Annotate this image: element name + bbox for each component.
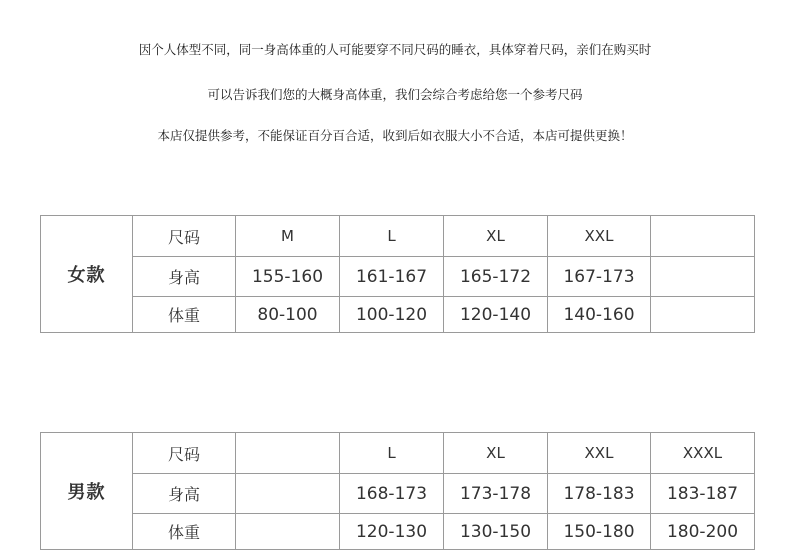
weight-cell: 120-140	[444, 297, 548, 333]
weight-cell: 130-150	[444, 514, 548, 550]
height-row	[41, 257, 755, 297]
height-cell	[651, 257, 755, 297]
weight-row	[41, 297, 755, 333]
category-cell: 女款	[41, 216, 133, 333]
women-size-table	[40, 215, 755, 333]
height-cell: 183-187	[651, 474, 755, 514]
height-cell: 178-183	[548, 474, 651, 514]
weight-row-label: 体重	[133, 297, 236, 333]
weight-cell: 180-200	[651, 514, 755, 550]
weight-cell: 100-120	[340, 297, 444, 333]
size-cell: M	[236, 216, 340, 257]
height-row	[41, 474, 755, 514]
note-line-3: 本店仅提供参考，不能保证百分百合适，收到后如衣服大小不合适，本店可提供更换！	[157, 128, 633, 143]
size-row-label: 尺码	[133, 433, 236, 474]
height-cell	[236, 474, 340, 514]
size-row	[41, 216, 755, 257]
category-cell: 男款	[41, 433, 133, 550]
size-row-label: 尺码	[133, 216, 236, 257]
weight-cell	[236, 514, 340, 550]
weight-cell: 120-130	[340, 514, 444, 550]
size-cell: L	[340, 433, 444, 474]
weight-cell: 140-160	[548, 297, 651, 333]
height-cell: 161-167	[340, 257, 444, 297]
height-cell: 155-160	[236, 257, 340, 297]
size-cell: XL	[444, 433, 548, 474]
height-cell: 168-173	[340, 474, 444, 514]
note-line-1: 因个人体型不同，同一身高体重的人可能要穿不同尺码的睡衣，具体穿着尺码，亲们在购买时	[138, 42, 652, 57]
height-row-label: 身高	[133, 257, 236, 297]
size-cell: XXXL	[651, 433, 755, 474]
weight-row	[41, 514, 755, 550]
size-cell: L	[340, 216, 444, 257]
weight-cell	[651, 297, 755, 333]
men-size-table	[40, 432, 755, 550]
size-cell	[651, 216, 755, 257]
size-cell: XXL	[548, 433, 651, 474]
size-cell: XXL	[548, 216, 651, 257]
height-cell: 167-173	[548, 257, 651, 297]
size-cell: XL	[444, 216, 548, 257]
size-row	[41, 433, 755, 474]
weight-cell: 80-100	[236, 297, 340, 333]
note-line-2: 可以告诉我们您的大概身高体重，我们会综合考虑给您一个参考尺码	[207, 87, 583, 102]
size-cell	[236, 433, 340, 474]
weight-cell: 150-180	[548, 514, 651, 550]
height-cell: 165-172	[444, 257, 548, 297]
weight-row-label: 体重	[133, 514, 236, 550]
height-cell: 173-178	[444, 474, 548, 514]
height-row-label: 身高	[133, 474, 236, 514]
